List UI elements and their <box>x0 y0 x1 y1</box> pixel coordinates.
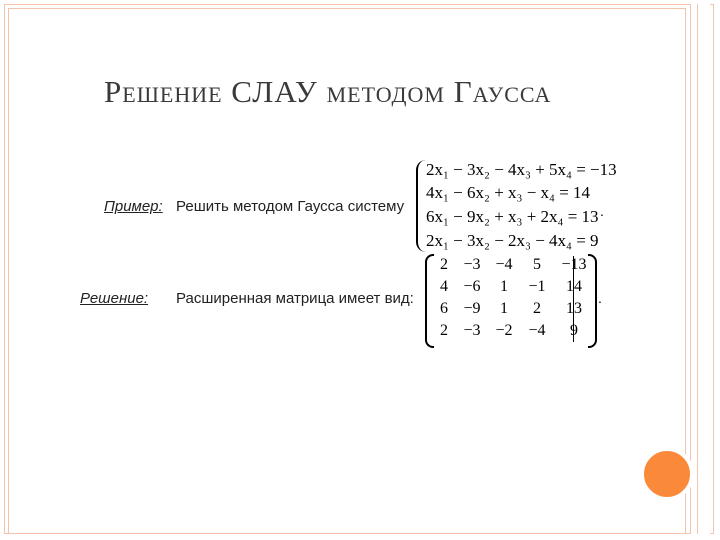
equation-2: 4x₁ − 6x₂ + x₃ − x₄ = 14 <box>426 183 591 202</box>
example-label: Пример: <box>104 198 163 215</box>
matrix-cell: −4 <box>528 322 546 339</box>
matrix-row <box>431 298 595 320</box>
matrix-cell: 2 <box>440 322 448 339</box>
matrix-cell: 2 <box>440 256 448 273</box>
equation-3: 6x₁ − 9x₂ + x₃ + 2x₄ = 13 <box>426 207 599 226</box>
matrix-cell: 14 <box>566 278 582 295</box>
matrix-row <box>431 320 595 342</box>
matrix-cell: −4 <box>495 256 513 273</box>
equation-1: 2x₁ − 3x₂ − 4x₃ + 5x₄ = −13 <box>426 160 617 179</box>
title-word-3: МЕТОДОМ <box>326 82 445 107</box>
slide-title <box>104 74 551 110</box>
matrix-cell: 13 <box>566 300 582 317</box>
matrix-cell: 4 <box>440 278 448 295</box>
slide-frame-right-line <box>697 4 698 534</box>
title-rest-1: ЕШЕНИЕ <box>122 82 223 107</box>
decorative-circle <box>640 447 694 501</box>
equation-4: 2x₁ − 3x₂ − 2x₃ − 4x₄ = 9 <box>426 231 599 250</box>
matrix-cell: 5 <box>533 256 541 273</box>
matrix-row <box>431 276 595 298</box>
matrix-cell: 1 <box>500 300 508 317</box>
title-cap-4: Г <box>453 74 473 109</box>
solution-text: Расширенная матрица имеет вид: <box>176 290 414 307</box>
augmented-matrix <box>425 252 597 346</box>
slide-frame-right-band <box>690 4 710 534</box>
system-period: . <box>600 203 604 219</box>
title-word-2: СЛАУ <box>231 74 318 109</box>
matrix-cell: −3 <box>463 322 481 339</box>
matrix-cell: −2 <box>495 322 513 339</box>
matrix-cell: −3 <box>463 256 481 273</box>
matrix-period: . <box>598 290 602 306</box>
title-rest-4: АУССА <box>472 82 552 107</box>
matrix-cell: −9 <box>463 300 481 317</box>
example-text: Решить методом Гаусса систему <box>176 198 405 215</box>
solution-label: Решение: <box>80 290 149 307</box>
matrix-row <box>431 254 595 276</box>
matrix-cell: −13 <box>561 256 587 273</box>
matrix-cell: 1 <box>500 278 508 295</box>
title-cap-1: Р <box>104 74 123 109</box>
matrix-cell: 9 <box>570 322 578 339</box>
matrix-table <box>431 254 595 342</box>
matrix-cell: 2 <box>533 300 541 317</box>
matrix-cell: 6 <box>440 300 448 317</box>
matrix-cell: −6 <box>463 278 481 295</box>
matrix-cell: −1 <box>528 278 546 295</box>
